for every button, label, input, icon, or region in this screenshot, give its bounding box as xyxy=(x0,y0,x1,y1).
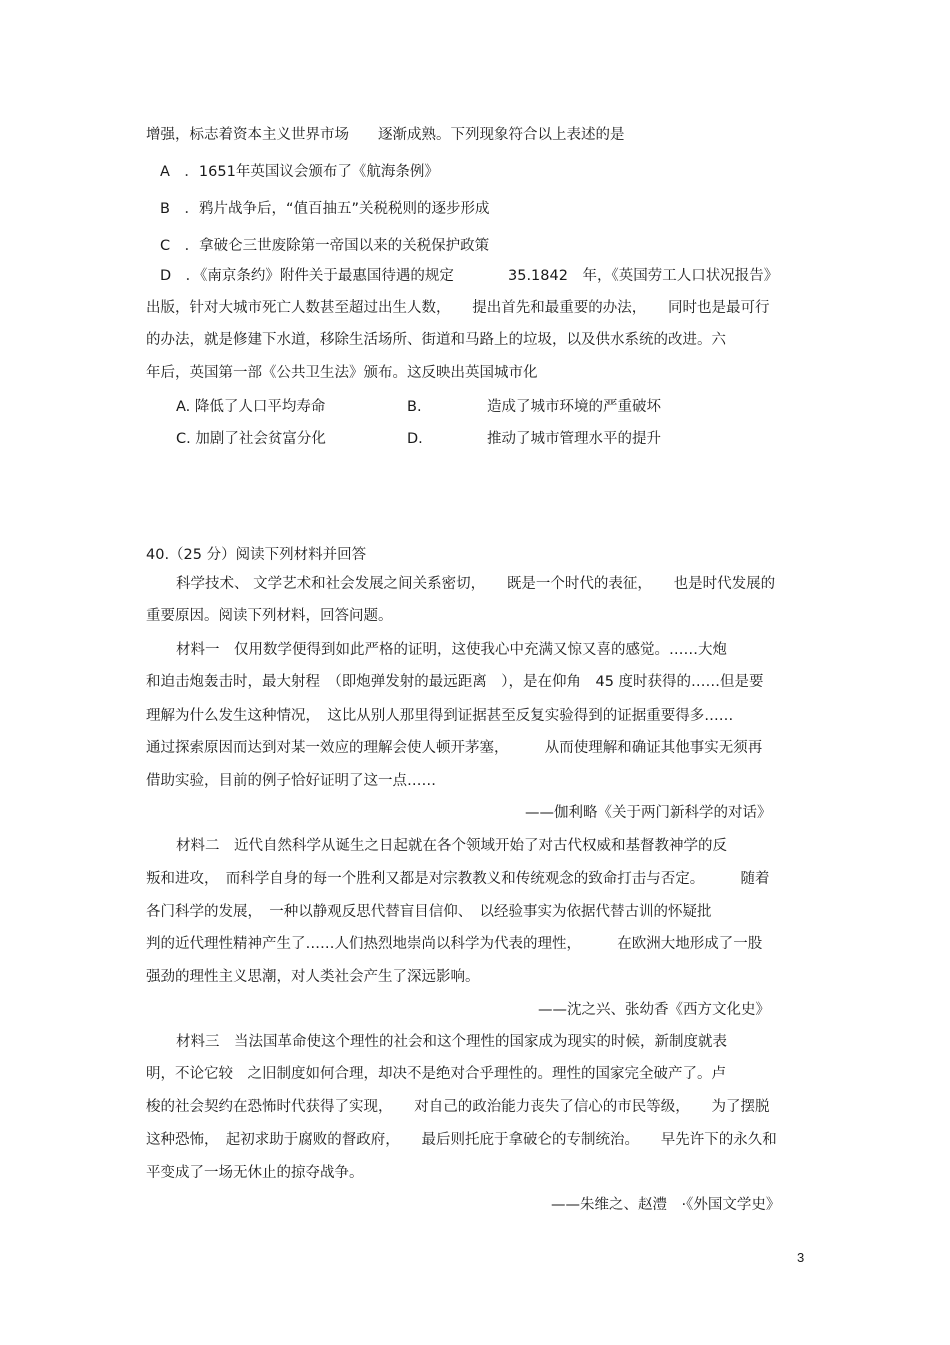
q34-option-a: A ．1651年英国议会颁布了《航海条例》 xyxy=(160,164,439,180)
material-3-line-1: 材料三 当法国革命使这个理性的社会和这个理性的国家成为现实的时候，新制度就表 xyxy=(176,1034,727,1050)
q34-option-b: B ．鸦片战争后，“值百抽五”关税税则的逐步形成 xyxy=(160,201,490,217)
material-2-line-5: 强劲的理性主义思潮，对人类社会产生了深远影响。 xyxy=(146,969,480,985)
q40-intro-line-2: 重要原因。阅读下列材料，回答问题。 xyxy=(146,608,393,624)
material-3-line-2: 明，不论它较 之旧制度如何合理，却决不是绝对合乎理性的。理性的国家完全破产了。卢 xyxy=(146,1066,726,1082)
material-2-line-1: 材料二 近代自然科学从诞生之日起就在各个领域开始了对古代权威和基督教神学的反 xyxy=(176,838,727,854)
page-number: 3 xyxy=(797,1250,805,1265)
q34-stem-tail: 增强，标志着资本主义世界市场 逐渐成熟。下列现象符合以上表述的是 xyxy=(146,127,625,143)
material-1-line-4: 通过探索原因而达到对某一效应的理解会使人顿开茅塞， 从而使理解和确证其他事实无须再 xyxy=(146,740,763,756)
q34-option-c: C ．拿破仑三世废除第一帝国以来的关税保护政策 xyxy=(160,238,490,254)
material-3-line-3: 梭的社会契约在恐怖时代获得了实现， 对自己的政治能力丧失了信心的市民等级， 为了摆脱 xyxy=(146,1099,770,1115)
material-2-source: ——沈之兴、张幼香《西方文化史》 xyxy=(538,1002,770,1018)
material-2-line-4: 判的近代理性精神产生了……人们热烈地崇尚以科学为代表的理性， 在欧洲大地形成了一股 xyxy=(146,936,763,952)
q35-line-2: 出版，针对大城市死亡人数甚至超过出生人数， 提出首先和最重要的办法， 同时也是最可行 xyxy=(146,300,770,316)
q35-option-c: C. 加剧了社会贫富分化 xyxy=(176,431,326,447)
q35-line-4: 年后，英国第一部《公共卫生法》颁布。这反映出英国城市化 xyxy=(146,365,538,381)
material-1-line-2: 和迫击炮轰击时，最大射程 （即炮弹发射的最远距离 ），是在仰角 45 度时获得的……但是要 xyxy=(146,674,764,690)
material-3-line-5: 平变成了一场无休止的掠夺战争。 xyxy=(146,1165,364,1181)
q35-option-d-text: 推动了城市管理水平的提升 xyxy=(487,431,661,447)
q35-option-a: A. 降低了人口平均寿命 xyxy=(176,399,326,415)
material-1-source: ——伽利略《关于两门新科学的对话》 xyxy=(525,805,772,821)
material-2-line-2: 叛和进攻， 而科学自身的每一个胜利又都是对宗教教义和传统观念的致命打击与否定。 随着 xyxy=(146,871,770,887)
material-3-source: ——朱维之、赵澧 ·《外国文学史》 xyxy=(551,1197,781,1213)
material-1-line-3: 理解为什么发生这种情况， 这比从别人那里得到证据甚至反复实验得到的证据重要得多…… xyxy=(146,708,734,724)
q40-intro-line-1: 科学技术、 文学艺术和社会发展之间关系密切， 既是一个时代的表征， 也是时代发展的 xyxy=(176,576,776,592)
q35-line-1: 35.1842 年，《英国劳工人口状况报告》 xyxy=(508,268,779,284)
q40-title: 40.（25 分）阅读下列材料并回答 xyxy=(146,547,367,563)
q35-option-d-letter: D. xyxy=(407,431,423,447)
material-3-line-4: 这种恐怖， 起初求助于腐败的督政府， 最后则托庇于拿破仑的专制统治。 早先许下的永久和 xyxy=(146,1132,777,1148)
material-1-line-5: 借助实验，目前的例子恰好证明了这一点…… xyxy=(146,773,436,789)
material-1-line-1: 材料一 仅用数学便得到如此严格的证明，这使我心中充满又惊又喜的感觉。……大炮 xyxy=(176,642,727,658)
q35-line-3: 的办法，就是修建下水道，移除生活场所、街道和马路上的垃圾，以及供水系统的改进。六 xyxy=(146,332,726,348)
q35-option-b-letter: B. xyxy=(407,399,422,415)
q34-option-d: D ．《南京条约》附件关于最惠国待遇的规定 xyxy=(160,268,454,284)
q35-option-b-text: 造成了城市环境的严重破坏 xyxy=(487,399,661,415)
material-2-line-3: 各门科学的发展， 一种以静观反思代替盲目信仰、 以经验事实为依据代替古训的怀疑批 xyxy=(146,904,712,920)
